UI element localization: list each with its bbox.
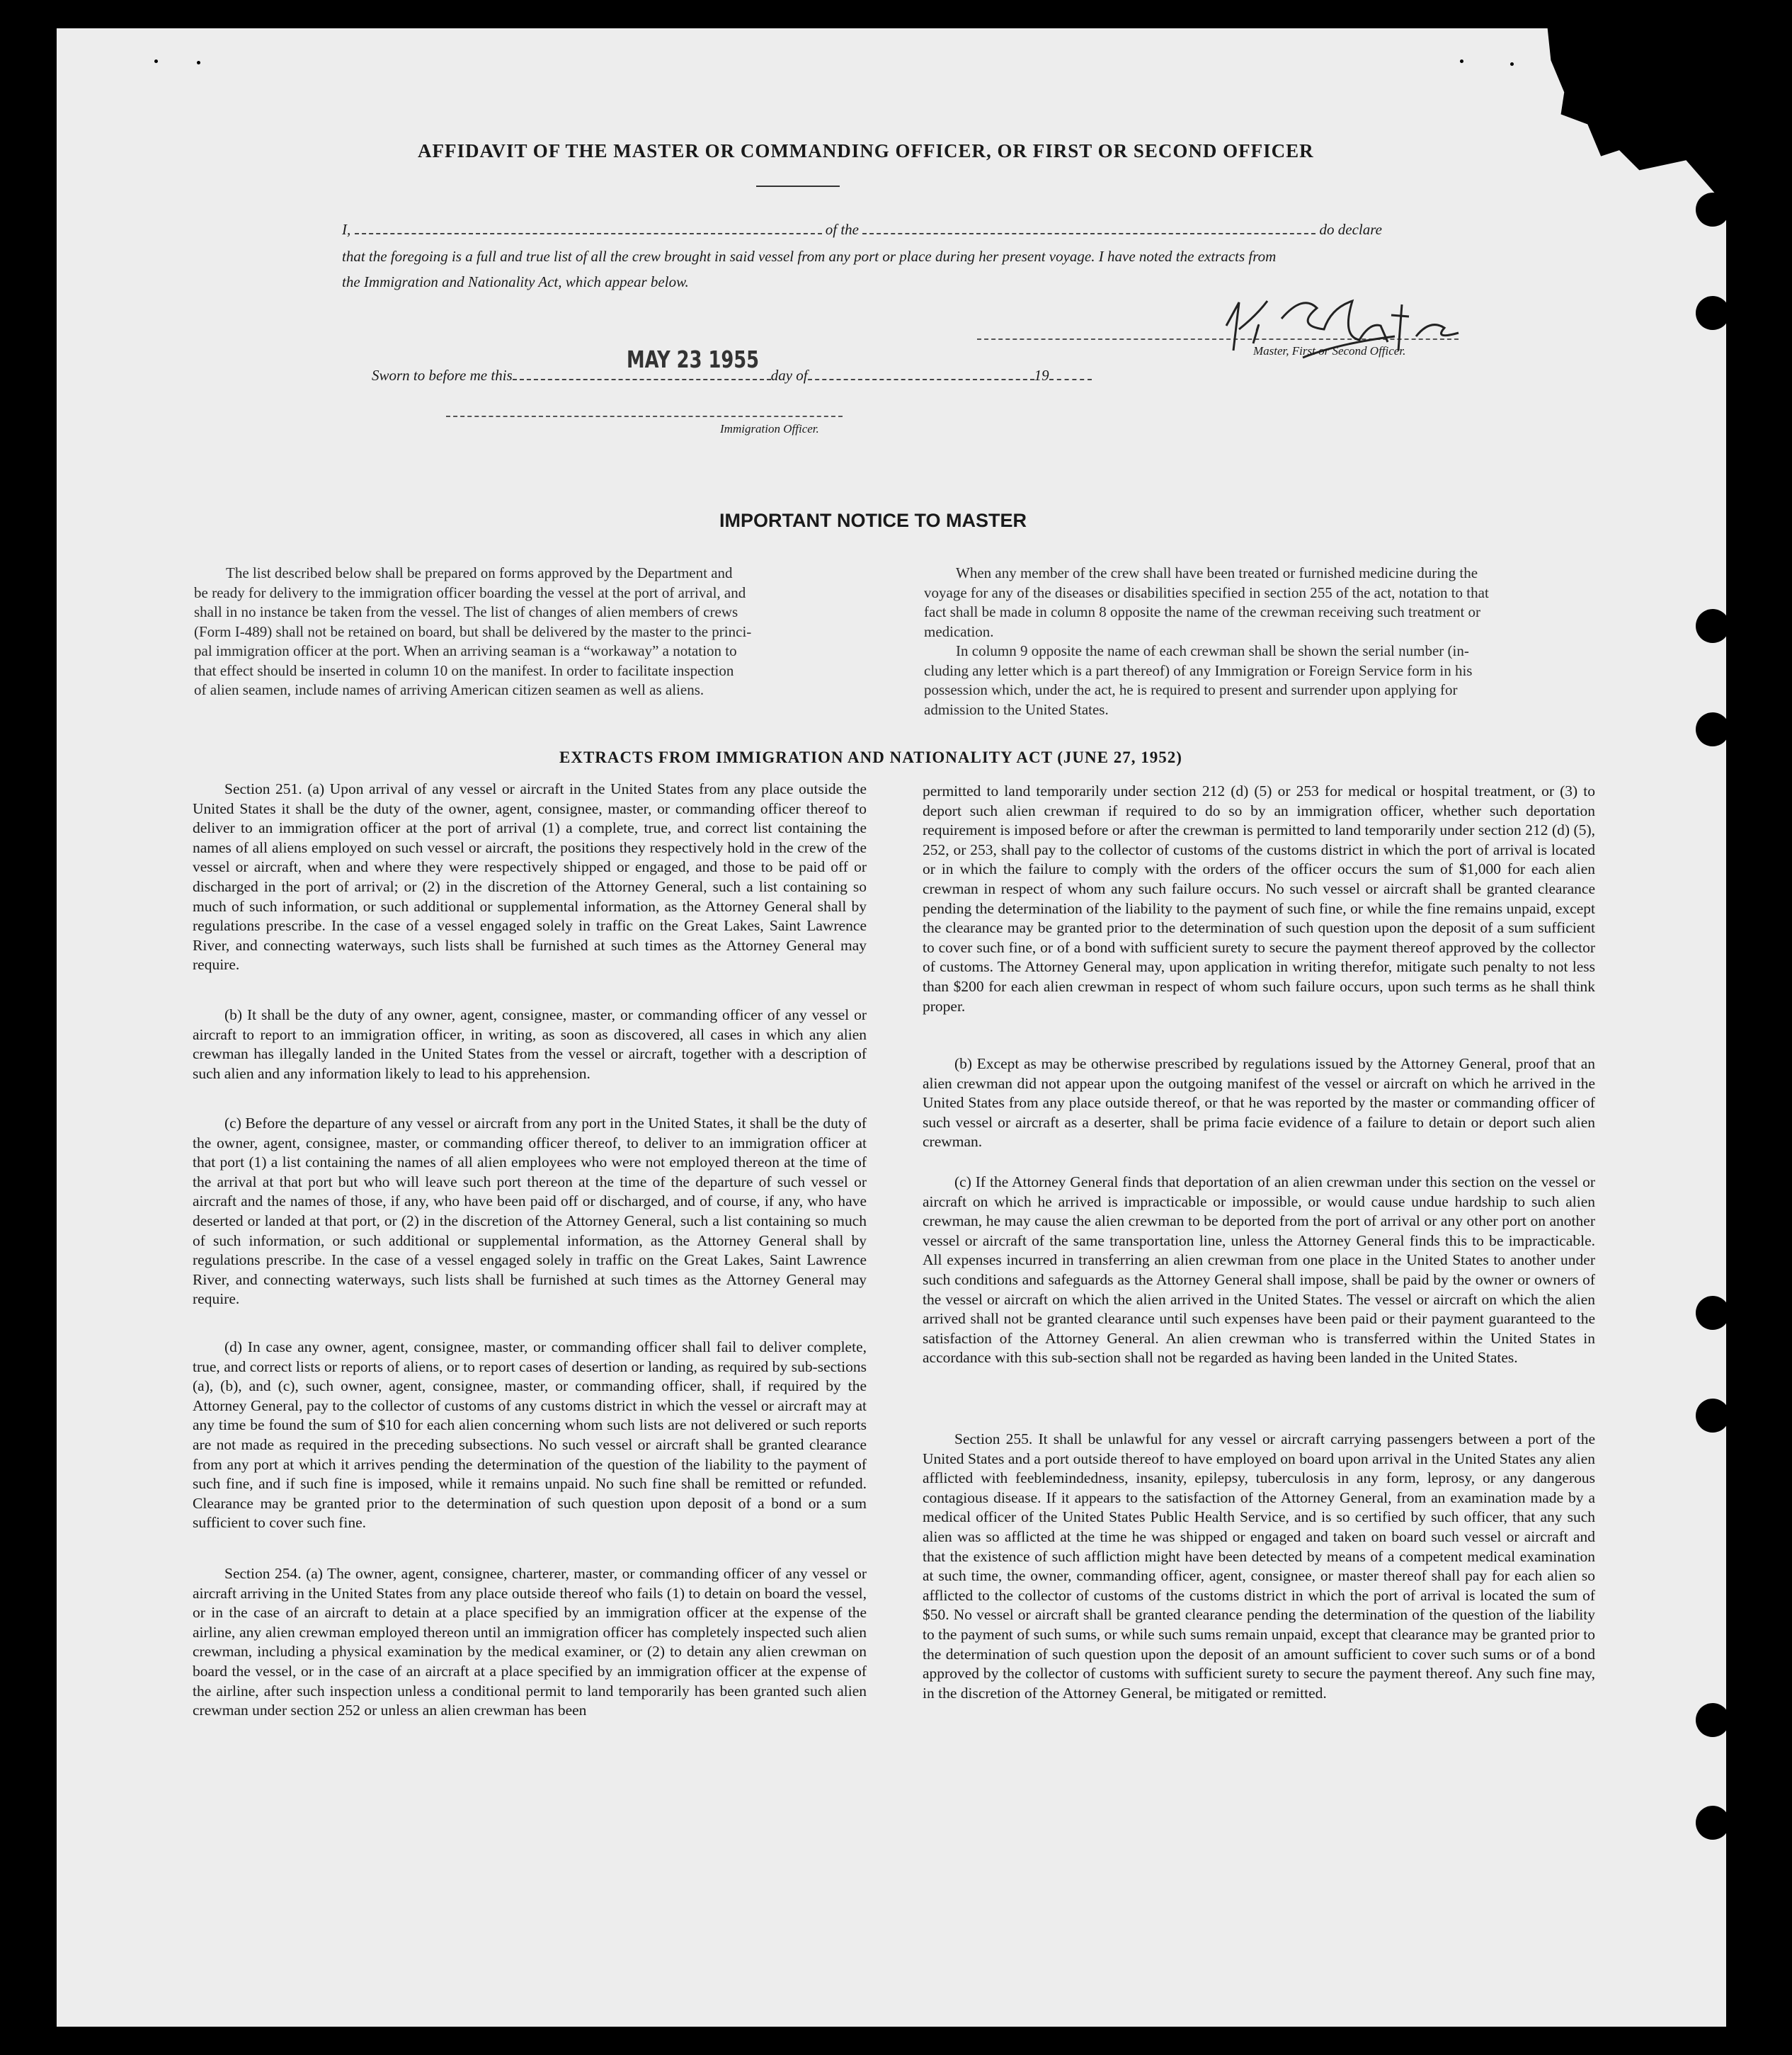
year-blank (1049, 379, 1092, 380)
officer-caption: Immigration Officer. (720, 422, 819, 436)
affidavit-line1 (342, 221, 1382, 239)
title-rule (756, 186, 840, 187)
officer-signature-line (446, 416, 843, 417)
notice-line: fact shall be made in column 8 opposite the name of the crewman receiving such treatment or (924, 603, 1481, 620)
section-251-c: (c) Before the departure of any vessel or aircraft from any port in the United States, it shall be the duty of the owner, agent, consignee, master, or commanding officer thereof, to deliver to an immigration officer at that port (1) a list containing the names of all alien employees who were not employed thereon at the time of the arrival at that port but who will leave such port thereon at the time of the departure of such vessel or aircraft and the names of those, if any, who have been paid off or discharged, and of course, if any, who have deserted or landed at that port, or (2) in the discretion of the Attorney General, such a list containing so much of such information, or such additional or supplemental information, as the Attorney General shall by regulations prescribe. In the case of a vessel engaged solely in traffic on the Great Lakes, Saint Lawrence River, and connecting waterways, such lists shall be furnished at such times as the Attorney General may require. (193, 1115, 867, 1308)
notice-title: IMPORTANT NOTICE TO MASTER (719, 510, 1027, 531)
notice-line: admission to the United States. (924, 700, 1109, 718)
notice-line: (Form I-489) shall not be retained on board, but shall be delivered by the master to the princi- (194, 622, 752, 640)
day-of-label: day of (770, 367, 808, 384)
section-254-b: (b) Except as may be otherwise prescribed by regulations issued by the Attorney General, proof that an alien crewman did not appear upon the outgoing manifest of the vessel or aircraft on which he arrived in the United States from any place outside thereof, or that he was reported by the master or commanding officer of such vessel or aircraft as a deserter, shall be prima facie evidence of a failure to detain or deport such alien crewman. (923, 1055, 1595, 1151)
section-251-d: (d) In case any owner, agent, consignee, master, or commanding officer shall fail to deliver complete, true, and correct lists or reports of aliens, or to report cases of desertion or landing, as required by sub-sections (a), (b), and (c), such owner, agent, consignee, master, or commanding officer, shall, if required by the Attorney General, pay to the collector of customs of any customs district in which the vessel or aircraft may at any time be found the sum of $10 for each alien concerning whom such lists are not delivered or such reports are not made as required in the preceding subsections. No such vessel or aircraft shall be granted clearance from any port at which it arrives pending the determination of the question of the liability to the payment of such fine, and if such fine is imposed, while it remains unpaid. No such fine shall be remitted or refunded. Clearance may be granted prior to the determination of such question upon deposit of a bond or a sum sufficient to cover such fine. (193, 1338, 867, 1532)
punch-hole (1696, 1703, 1730, 1737)
affidavit-line3: the Immigration and Nationality Act, which appear below. (342, 273, 689, 290)
scan-speck (154, 59, 158, 63)
section-255: Section 255. It shall be unlawful for any vessel or aircraft carrying passengers between a port of the United States and a port outside thereof to have employed on board upon arrival in the United States any alien afflicted with feeblemindedness, insanity, epilepsy, tuberculosis in any form, leprosy, or any dangerous contagious disease. If it appears to the satisfaction of the Attorney General, from an examination made by a medical officer of the United States Public Health Service, and is so certified by such officer, that any such alien was so afflicted at the time he was shipped or engaged and taken on board such vessel or aircraft and that the existence of such affliction might have been detected by means of a competent medical examination at such time, the owner, commanding officer, agent, consignee, or master thereof shall pay for each alien so afflicted to the collector of customs of the customs district in which the port of arrival is located the sum of $50. No vessel or aircraft shall be granted clearance pending the determination of the question of the liability to the payment of such sums, or while such sums remain unpaid, except that clearance may be granted prior to the determination of such question upon the deposit of an amount sufficient to cover such sums or of a bond approved by the collector of customs with sufficient surety to secure the payment thereof. Any such fine may, in the discretion of the Attorney General, be mitigated or remitted. (923, 1430, 1595, 1702)
notice-line: shall in no instance be taken from the vessel. The list of changes of alien members of crews (194, 603, 738, 620)
section-254-c: (c) If the Attorney General finds that deportation of an alien crewman under this section on the vessel or aircraft on which he arrived is impracticable or impossible, or would cause undue hardship to such alien crewman, he may cause the alien crewman to be deported from the port of arrival or any other port on another vessel or aircraft of the same transportation line, unless the Attorney General finds this to be impracticable. All expenses incurred in transferring an alien crewman from one place in the United States to another under such conditions and safeguards as the Attorney General shall impose, shall be paid by the owner or owners of the vessel or aircraft on which the alien arrived in the United States. The vessel or aircraft on which the alien arrived shall not be granted clearance until such expenses have been paid or their payment guaranteed to the satisfaction of the Attorney General. An alien crewman who is transferred within the United States in accordance with this sub-section shall not be regarded as having been landed in the United States. (923, 1173, 1595, 1367)
sworn-label: Sworn to before me this (372, 367, 513, 384)
signer-caption: Master, First or Second Officer. (1253, 344, 1406, 358)
scan-speck (1460, 59, 1463, 63)
notice-line: of alien seamen, include names of arriving American citizen seamen as well as aliens. (194, 681, 704, 698)
do-declare-label: do declare (1319, 221, 1382, 238)
notice-right-column (924, 564, 1597, 719)
notice-line: pal immigration officer at the port. When an arriving seaman is a “workaway” a notation to (194, 642, 737, 659)
notice-left-column (194, 564, 867, 700)
punch-hole (1696, 296, 1730, 330)
month-blank (808, 379, 1034, 380)
notice-line: voyage for any of the diseases or disabilities specified in section 255 of the act, notation to that (924, 584, 1489, 601)
notice-line: In column 9 opposite the name of each crewman shall be shown the serial number (in- (956, 642, 1469, 659)
punch-hole (1696, 609, 1730, 643)
punch-hole (1696, 193, 1730, 227)
scan-speck (197, 61, 200, 64)
date-stamp: MAY 23 1955 (627, 346, 760, 373)
punch-hole (1696, 1296, 1730, 1330)
notice-line: medication. (924, 622, 994, 640)
section-254-a: Section 254. (a) The owner, agent, consignee, charterer, master, or commanding officer of any vessel or aircraft arriving in the United States from any place outside thereof who fails (1) to detain on board the vessel, or in the case of an aircraft to detain at a place specified by an immigration officer at the expense of the airline, any alien crewman employed thereon until an immigration officer has completely inspected such alien crewman, including a physical examination by the medical examiner, or (2) to detain any alien crewman on board the vessel, or in the case of an aircraft at a place specified by an immigration officer at the expense of the airline, after such inspection unless a conditional permit to land temporarily has been granted such alien crewman under section 252 or unless an alien crewman has been (193, 1565, 867, 1719)
scan-speck (1510, 62, 1514, 66)
punch-hole (1696, 712, 1730, 746)
section-251-a: Section 251. (a) Upon arrival of any vessel or aircraft in the United States from any place outside the United States it shall be the duty of the owner, agent, consignee, master, or commanding officer thereof to deliver to an immigration officer at the port of arrival (1) a complete, true, and correct list containing the names of all aliens employed on such vessel or aircraft, the positions they respectively hold in the crew of the vessel or aircraft, when and where they were respectively shipped or engaged, and those to be paid off or discharged in the port of arrival; or (2) in the discretion of the Attorney General, such a list containing so much of such information, or such additional or supplemental information, as the Attorney General shall by regulations prescribe. In the case of a vessel engaged solely in traffic on the Great Lakes, Saint Lawrence River, and connecting waterways, such lists shall be furnished at such times as the Attorney General may require. (193, 780, 867, 974)
notice-line: that effect should be inserted in column 10 on the manifest. In order to facilitate inspection (194, 661, 734, 679)
affidavit-line2: that the foregoing is a full and true list of all the crew brought in said vessel from any port or place during her present voyage. I have noted the extracts from (342, 248, 1277, 265)
section-251-b: (b) It shall be the duty of any owner, agent, consignee, master, or commanding officer of any vessel or aircraft to report to an immigration officer, in writing, as soon as discovered, all cases in which any alien crewman has illegally landed in the United States from the vessel or aircraft, together with a description of such alien and any information likely to lead to his apprehension. (193, 1006, 867, 1082)
section-254-a-continued: permitted to land temporarily under section 212 (d) (5) or 253 for medical or hospital treatment, or (3) to deport such alien crewman if required to do so by an immigration officer, whether such deportation requirement is imposed before or after the crewman is permitted to land temporarily under section 212 (d) (5), 252, or 253, shall pay to the collector of customs of the customs district in which the port of arrival is located or in which the failure to comply with the orders of the officer occurs the sum of $1,000 for each alien crewman in respect of whom any such failure occurs. No such vessel or aircraft shall be granted clearance pending the determination of the liability to the payment of such fine, or while the fine remains unpaid, except the clearance may be granted prior to the determination of such question upon the deposit of a sum sufficient to cover such fine, or of a bond with sufficient surety to secure the payment thereof approved by the collector of customs. The Attorney General may, upon application in writing therefor, mitigate such penalty to not less than $200 for each alien crewman in respect of whom such failure occurs, upon such terms as he shall think proper. (923, 782, 1595, 1015)
notice-line: The list described below shall be prepared on forms approved by the Department and (226, 564, 733, 581)
sworn-date-blank (513, 379, 771, 380)
affidavit-title: AFFIDAVIT OF THE MASTER OR COMMANDING OFFICER, OR FIRST OR SECOND OFFICER (418, 140, 1314, 161)
punch-hole (1696, 1806, 1730, 1840)
extracts-title: EXTRACTS FROM IMMIGRATION AND NATIONALITY ACT (JUNE 27, 1952) (559, 748, 1182, 766)
of-the-label: of the (825, 221, 859, 238)
vessel-blank (862, 233, 1316, 234)
notice-line: When any member of the crew shall have been treated or furnished medicine during the (956, 564, 1478, 581)
year-label: 19 (1034, 367, 1049, 384)
name-blank (355, 233, 822, 234)
pronoun-i: I, (342, 221, 351, 238)
notice-line: cluding any letter which is a part thereof) of any Immigration or Foreign Service form in his (924, 661, 1473, 679)
punch-hole (1696, 1399, 1730, 1433)
notice-line: be ready for delivery to the immigration officer boarding the vessel at the port of arrival, and (194, 584, 746, 601)
notice-line: possession which, under the act, he is required to present and surrender upon applying for (924, 681, 1458, 698)
